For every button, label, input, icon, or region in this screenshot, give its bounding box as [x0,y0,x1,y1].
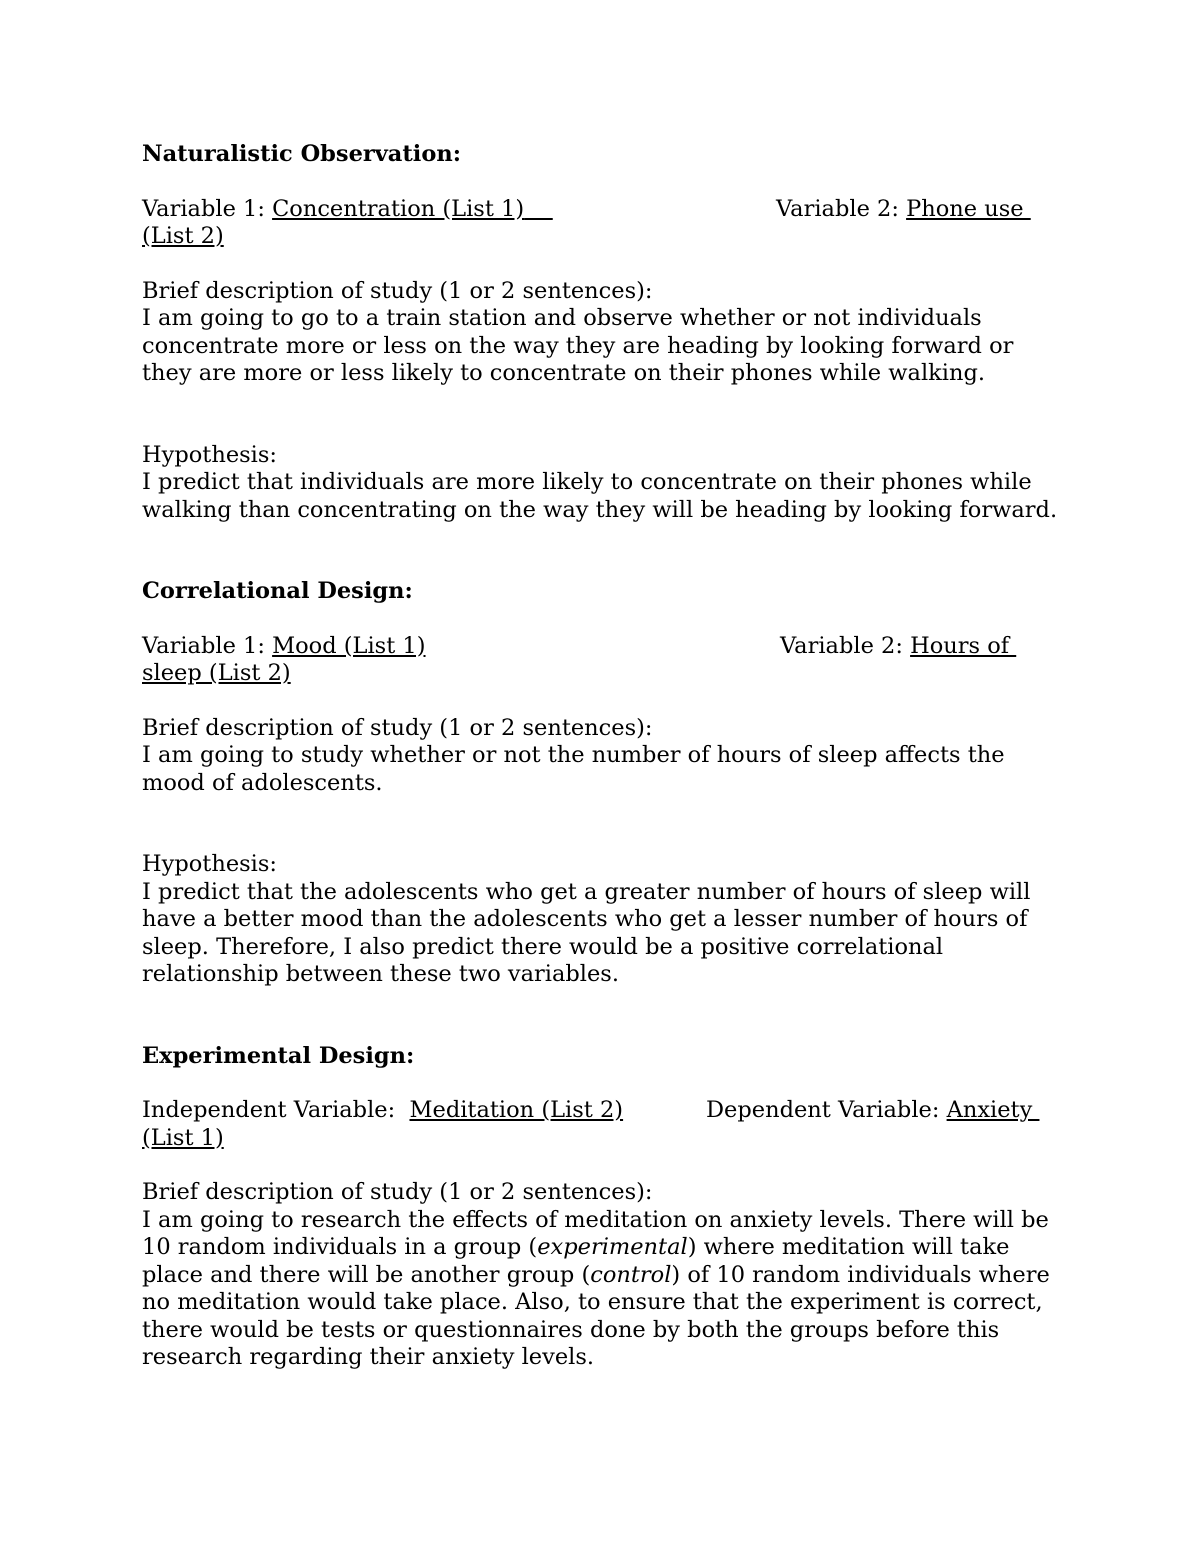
variable-2-label: Variable 2: [780,632,911,659]
variable-2-wrap: (List 2) [142,223,224,249]
variable-1-trail [524,196,553,222]
hypothesis-label: Hypothesis: [142,441,277,468]
experimental-section [142,1043,1062,1372]
hypothesis-text: I predict that individuals are more likely to concentrate on their phones while walking than concentrating on the way they will be heading by looking forward. [142,469,1058,523]
experimental-variables-line [142,1097,1062,1125]
correlational-variables-line [142,633,1062,661]
dependent-variable-label: Dependent Variable: [706,1097,947,1123]
dependent-variable [706,1097,1039,1125]
correlational-heading: Correlational Design: [142,578,413,604]
correlational-section [142,578,1062,989]
variable-1-label: Variable 1: [142,632,273,659]
description-part-1: I am going to research the effects of meditation on anxiety levels. There will be 10 random individuals in a group ( [142,1206,1049,1260]
variable-1-value: Concentration (List 1) [272,195,525,222]
experimental-heading: Experimental Design: [142,1042,415,1069]
variable-2-value: Hours of [910,632,1017,659]
independent-variable-value: Meditation (List 2) [409,1097,624,1123]
description-label: Brief description of study (1 or 2 sentences): [142,714,653,741]
variable-2-label: Variable 2: [776,195,907,222]
description-text: I am going to go to a train station and observe whether or not individuals concentrate more or less on the way they are heading by looking forward or they are more or less likely to concentrate on their phones while walking. [142,305,1014,386]
description-emphasis-experimental: experimental [537,1234,688,1260]
description-part-2: ) where meditation will take place and there will be another group ( [142,1234,1010,1288]
variable-2 [780,633,1016,661]
independent-variable-label: Independent Variable: [142,1097,410,1123]
naturalistic-heading: Naturalistic Observation: [142,141,461,167]
hypothesis-text: I predict that the adolescents who get a greater number of hours of sleep will have a better mood than the adolescents who get a lesser number of hours of sleep. Therefore, I also predict there would be a positive correlational relationship between these two variables. [142,878,1031,987]
variable-2-wrap: sleep (List 2) [142,660,291,686]
variable-2 [776,196,1031,224]
description-label: Brief description of study (1 or 2 sentences): [142,1179,653,1205]
description-text: I am going to study whether or not the number of hours of sleep affects the mood of adolescents. [142,742,1005,796]
variable-1-label: Variable 1: [142,195,273,222]
document-page [142,141,1062,1372]
naturalistic-variables-line [142,196,1062,224]
variable-2-value: Phone use [906,195,1031,222]
description-label: Brief description of study (1 or 2 sentences): [142,277,653,304]
variable-1-value: Mood (List 1) [272,632,426,659]
description-text [142,1207,1062,1372]
dependent-variable-value: Anxiety [946,1097,1040,1123]
hypothesis-label: Hypothesis: [142,851,277,877]
description-emphasis-control: control [590,1261,672,1288]
dependent-variable-wrap: (List 1) [142,1124,224,1151]
description-part-3: ) of 10 random individuals where no meditation would take place. Also, to ensure that the experiment is correct, there would be tests or questionnaires done by both the groups before this research regarding their anxiety levels. [142,1261,1050,1370]
naturalistic-section [142,141,1062,524]
